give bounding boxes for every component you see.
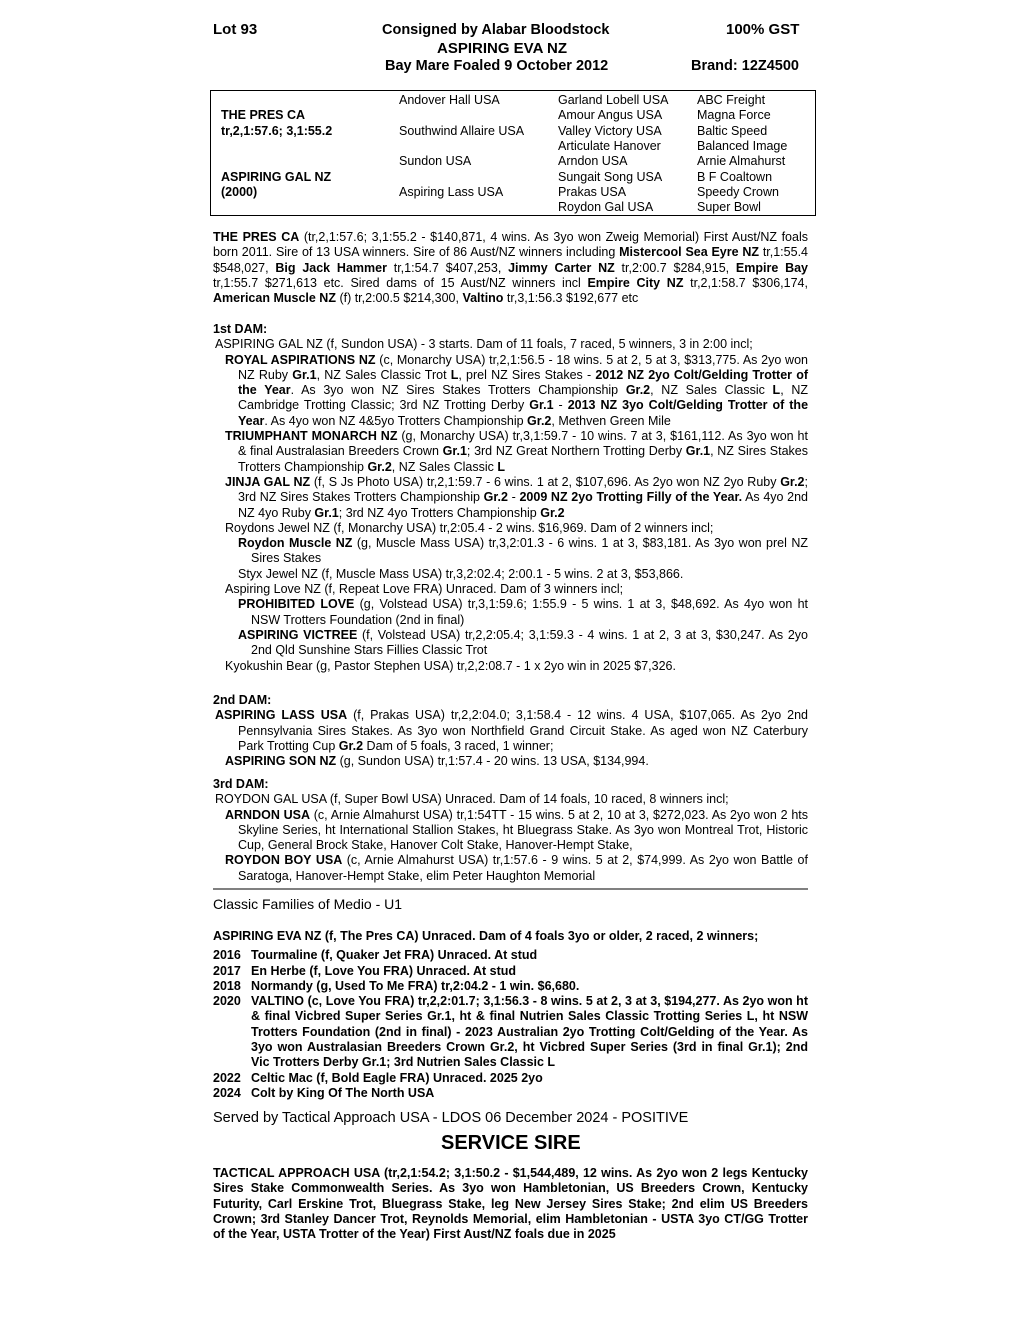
served-by: Served by Tactical Approach USA - LDOS 06 December 2024 - POSITIVE [213,1110,689,1126]
pedigree-gen4: B F Coaltown [697,170,773,184]
sire-summary: THE PRES CA (tr,2,1:57.6; 3,1:55.2 - $140,871, 4 wins. As 3yo won Zweig Memorial) First Aust/NZ foals born 2011. Sire of 13 USA winners. Sire of 86 Aust/NZ winners including Mistercool Sea Eyre NZ tr,1:55.4 $548,027, Big Jack Hammer tr,1:54.7 $407,253, Jimmy Carter NZ tr,2:00.7 $284,915, Empire Bay tr,1:55.7 $271,613 etc. Sired dams of 15 Aust/NZ winners incl Empire City NZ tr,2,1:58.7 $306,174, American Muscle NZ (f) tr,2:00.5 $214,300, Valtino tr,3,1:56.3 $192,677 etc [213,230,808,306]
pedigree-gen4: Magna Force [697,108,771,122]
progeny-jinja-gal: JINJA GAL NZ (f, S Js Photo USA) tr,2,1:59.7 - 6 wins. 1 at 2, $107,696. As 2yo won NZ 2yo Ruby Gr.2; 3rd NZ Sires Stakes Trotters Championship Gr.2 - 2009 NZ 2yo Trotting Filly of the Year. As 4yo 2nd NZ 4yo Ruby Gr.1; 3rd NZ 4yo Trotters Championship Gr.2 [225,474,809,520]
classic-families: Classic Families of Medio - U1 [213,896,403,912]
pedigree-gen4: ABC Freight [697,93,766,107]
pedigree-gen2: Aspiring Lass USA [399,185,504,199]
service-sire-text: TACTICAL APPROACH USA (tr,2,1:54.2; 3,1:50.2 - $1,544,489, 12 wins. As 2yo won 2 legs Kentucky Sires Stake Commonwealth Series. As 3yo won Hambletonian, US Breeders Crown, Kentucky Futurity, Carl Erskine Trot, Bluegrass Stake, leg New Jersey Sires Stake; 2nd elim US Breeders Crown; 3rd Stanley Dancer Trot, Reynolds Memorial, elim Hambletonian - USTA 3yo CT/GG Trotter of the Year, USTA Trotter of the Year) First Aust/NZ foals due in 2025 [213,1166,808,1242]
produce-row: 2024 Colt by King Of The North USA [213,1085,435,1100]
produce-row: 2022 Celtic Mac (f, Bold Eagle FRA) Unraced. 2025 2yo [213,1070,543,1085]
produce-row: 2020 VALTINO (c, Love You FRA) tr,2,2:01.7; 3,1:56.3 - 8 wins. 5 at 2, 3 at 3, $194,277. As 2yo won ht & final Vicbred Super Series Gr.1, ht & final Nutrien Sales Classic Trotting Series L, ht NSW Trotters Foundation (2nd in final) - 2023 Australian 2yo Trotting Colt/Gelding of the Year. As 3yo won Australasian Breeders Crown Gr.2, ht Vicbred Super Series (3rd in final Gr.1); 2nd Vic Trotters Derby Gr.1; 3rd Nutrien Sales Classic L [213,994,808,1070]
brand: Brand: 12Z4500 [691,58,799,74]
pedigree-gen4: Baltic Speed [697,124,768,138]
progeny-styx-jewel: Styx Jewel NZ (f, Muscle Mass USA) tr,3,2:02.4; 2:00.1 - 5 wins. 2 at 3, $53,866. [238,566,684,581]
lot-number: Lot 93 [213,21,258,38]
pedigree-sire: THE PRES CA [221,108,306,122]
third-dam-section [213,773,808,884]
pedigree-gen3: Prakas USA [558,185,627,199]
pedigree-dam-year: (2000) [221,185,258,199]
pedigree-gen3: Sungait Song USA [558,170,663,184]
pedigree-gen3: Garland Lobell USA [558,93,669,107]
pedigree-gen4: Arnie Almahurst [697,154,786,168]
pedigree-gen4: Speedy Crown [697,185,779,199]
produce-intro: ASPIRING EVA NZ (f, The Pres CA) Unraced. Dam of 4 foals 3yo or older, 2 raced, 2 winners; [213,929,759,943]
pedigree-gen2: Sundon USA [399,154,472,168]
pedigree-gen2: Southwind Allaire USA [399,124,525,138]
pedigree-gen3: Articulate Hanover [558,139,661,153]
first-dam-section [213,318,808,674]
horse-description: Bay Mare Foaled 9 October 2012 [385,58,609,74]
second-dam-section [213,689,808,769]
second-dam-heading: 2nd DAM: [213,693,272,707]
pedigree-gen4: Super Bowl [697,200,761,214]
pedigree-sire-record: tr,2,1:57.6; 3,1:55.2 [221,124,333,138]
pedigree-gen2: Andover Hall USA [399,93,500,107]
section-divider [213,888,808,890]
progeny-aspiring-son: ASPIRING SON NZ (g, Sundon USA) tr,1:57.4 - 20 wins. 13 USA, $134,994. [225,754,649,769]
progeny-aspiring-victree: ASPIRING VICTREE (f, Volstead USA) tr,2,2:05.4; 3,1:59.3 - 4 wins. 1 at 2, 3 at 3, $30,247. As 2yo 2nd Qld Sunshine Stars Fillies Classic Trot [238,627,809,658]
progeny-triumphant-monarch: TRIUMPHANT MONARCH NZ (g, Monarchy USA) tr,3,1:59.7 - 10 wins. 7 at 3, $161,112. As 3yo won ht & final Australasian Breeders Crown Gr.1; 3rd NZ Great Northern Trotting Derby Gr.1, NZ Sires Stakes Trotters Championship Gr.2, NZ Sales Classic L [225,429,808,474]
progeny-roydon-muscle: Roydon Muscle NZ (g, Muscle Mass USA) tr,3,2:01.3 - 6 wins. 1 at 3, $83,181. As 3yo won prel NZ Sires Stakes [238,536,808,566]
first-dam-heading: 1st DAM: [213,322,268,336]
produce-row: 2016 Tourmaline (f, Quaker Jet FRA) Unraced. At stud [213,948,538,963]
horse-name: ASPIRING EVA NZ [437,40,568,57]
pedigree-gen4: Balanced Image [697,139,788,153]
progeny-royal-aspirations: ROYAL ASPIRATIONS NZ (c, Monarchy USA) tr,2,1:56.5 - 18 wins. 5 at 2, 5 at 3, $313,775. As 2yo won NZ Ruby Gr.1, NZ Sales Classic Trot L, prel NZ Sires Stakes - 2012 NZ 2yo Colt/Gelding Trotter of the Year. As 3yo won NZ Sires Stakes Trotters Championship Gr.2, NZ Sales Classic L, NZ Cambridge Trotting Classic; 3rd NZ Trotting Derby Gr.1 - 2013 NZ 3yo Colt/Gelding Trotter of the Year. As 4yo won NZ 4&5yo Trotters Championship Gr.2, Methven Green Mile [225,352,809,428]
pedigree-dam: ASPIRING GAL NZ [221,170,332,184]
pedigree-gen3: Arndon USA [558,154,628,168]
consignor: Consigned by Alabar Bloodstock [382,22,610,38]
gst-status: 100% GST [726,21,800,38]
second-dam-entry: ASPIRING LASS USA (f, Prakas USA) tr,2,2:04.0; 3,1:58.4 - 12 wins. 4 USA, $107,065. As 2yo 2nd Pennsylvania Sires Stakes. As 3yo won Northfield Grand Circuit Stake. As aged won NZ Caterbury Park Trotting Cup Gr.2 Dam of 5 foals, 3 raced, 1 winner; [215,708,808,753]
progeny-roydon-boy: ROYDON BOY USA (c, Arnie Almahurst USA) tr,1:57.6 - 9 wins. 5 at 2, $74,999. As 2yo won Battle of Saratoga, Hanover-Hempt Stake, elim Peter Haughton Memorial [225,853,808,883]
first-dam-intro: ASPIRING GAL NZ (f, Sundon USA) - 3 starts. Dam of 11 foals, 7 raced, 5 winners, 3 in 2:00 incl; [215,337,753,352]
service-sire-heading: SERVICE SIRE [441,1132,581,1154]
third-dam-intro: ROYDON GAL USA (f, Super Bowl USA) Unraced. Dam of 14 foals, 10 raced, 8 winners incl; [215,792,729,807]
produce-row: 2018 Normandy (g, Used To Me FRA) tr,2:04.2 - 1 win. $6,680. [213,978,580,993]
progeny-prohibited-love: PROHIBITED LOVE (g, Volstead USA) tr,3,1:59.6; 1:55.9 - 5 wins. 1 at 3, $48,692. As 4yo won ht NSW Trotters Foundation (2nd in final) [238,597,808,627]
progeny-roydons-jewel: Roydons Jewel NZ (f, Monarchy USA) tr,2:05.4 - 2 wins. $16,969. Dam of 2 winners incl; [225,520,714,535]
pedigree-gen3: Roydon Gal USA [558,200,654,214]
pedigree-gen3: Amour Angus USA [558,108,663,122]
third-dam-heading: 3rd DAM: [213,777,269,791]
progeny-arndon: ARNDON USA (c, Arnie Almahurst USA) tr,1:54TT - 15 wins. 5 at 2, 10 at 3, $272,023. As 2yo won 2 hts Skyline Series, ht International Stallion Stakes, ht Bluegrass Stake. As 3yo won Montreal Trot, Historic Cup, General Brock Stake, Hanover Colt Stake, Hanover-Hempt Stake, [225,807,808,853]
progeny-aspiring-love: Aspiring Love NZ (f, Repeat Love FRA) Unraced. Dam of 3 winners incl; [225,582,624,597]
progeny-kyokushin-bear: Kyokushin Bear (g, Pastor Stephen USA) tr,2,2:08.7 - 1 x 2yo win in 2025 $7,326. [225,658,676,673]
produce-record [213,929,808,1101]
pedigree-gen3: Valley Victory USA [558,124,662,138]
produce-row: 2017 En Herbe (f, Love You FRA) Unraced. At stud [213,963,517,978]
